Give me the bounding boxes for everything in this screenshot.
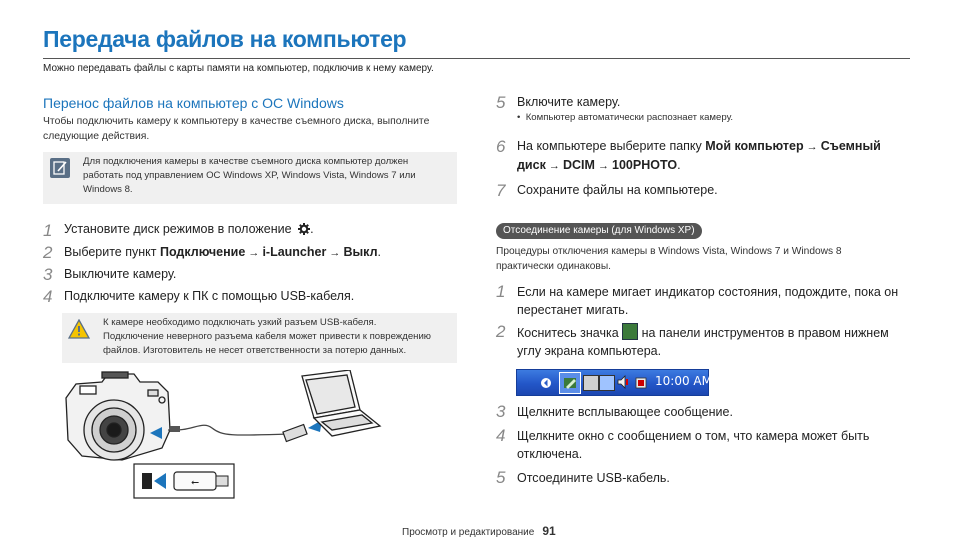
svg-text:⭠: ⭠: [191, 477, 199, 488]
step-item: [496, 283, 916, 319]
step-number: 1: [496, 282, 506, 301]
step-line: Если на камере мигает индикатор состояния, подождите, пока он: [517, 285, 899, 299]
warning-line: файлов. Изготовитель не несет ответственности за потерю данных.: [103, 345, 407, 356]
footer-label: Просмотр и редактирование: [402, 527, 535, 538]
note-line: работать под управлением ОС Windows XP, Windows Vista, Windows 7 или: [83, 170, 416, 181]
safely-remove-tray-icon[interactable]: [559, 372, 581, 394]
step-text: [64, 220, 314, 240]
right-steps-top: [496, 92, 916, 200]
step-text: Щелкните всплывающее сообщение.: [517, 405, 733, 419]
step-number: 2: [43, 242, 53, 262]
paragraph-line: следующие действия.: [43, 131, 150, 142]
warning-line: Подключение неверного разъема кабеля может привести к повреждению: [103, 331, 432, 342]
bullet-dot: •: [517, 112, 526, 123]
usb-plug-large: [283, 425, 307, 442]
step-item: [496, 403, 916, 421]
step-text: [517, 283, 898, 319]
step-text: [517, 427, 869, 463]
step-tail: .: [677, 158, 681, 172]
step-item: [496, 323, 916, 360]
arrow-icon: →: [803, 141, 821, 153]
step-item: [496, 427, 916, 463]
step-item: [43, 219, 463, 241]
step-label: Коснитесь значка: [517, 326, 619, 340]
chevron-left-icon: [541, 376, 551, 388]
warning-text: [103, 316, 431, 358]
step-item: [496, 469, 916, 487]
step-text: [517, 323, 889, 360]
page-number: 91: [542, 524, 556, 538]
arrow-icon: →: [545, 160, 563, 172]
warning-line: К камере необходимо подключать узкий разъем USB-кабеля.: [103, 317, 377, 328]
step-text: Отсоедините USB-кабель.: [517, 471, 670, 485]
section-paragraph: [43, 114, 429, 144]
step-item: [43, 241, 463, 263]
network-icon[interactable]: [583, 375, 599, 391]
step-number: 5: [496, 468, 506, 487]
step-tail: .: [377, 244, 382, 259]
step-item: [496, 92, 916, 112]
gear-icon: [298, 222, 310, 240]
menu-path-item: i-Launcher: [262, 244, 327, 259]
step-text: Включите камеру.: [517, 95, 621, 109]
camera-icon: [66, 372, 170, 460]
connection-illustration: [62, 370, 402, 502]
right-steps-bottom: [496, 283, 916, 360]
warning-icon: [68, 319, 90, 344]
note-text: [83, 155, 416, 197]
windows-taskbar: [516, 369, 712, 396]
step-number: 4: [496, 426, 506, 445]
menu-path-item: Мой компьютер: [705, 139, 804, 153]
step-number: 4: [43, 286, 53, 306]
step-text: Подключите камеру к ПК с помощью USB-кабеля.: [64, 289, 355, 303]
usb-cable: [168, 425, 288, 435]
paragraph-line: Чтобы подключить камеру к компьютеру в качестве съемного диска, выполните: [43, 116, 430, 127]
arrow-icon: →: [245, 246, 263, 259]
menu-path-item: Выкл: [343, 244, 378, 259]
step-text: [517, 137, 881, 175]
note-line: Для подключения камеры в качестве съемного диска компьютер должен: [83, 156, 409, 167]
section-paragraph: [496, 244, 842, 274]
arrow-icon: →: [594, 160, 613, 172]
tray-app-icon[interactable]: [635, 376, 647, 388]
step-label: На компьютере выберите папку: [517, 139, 706, 153]
step-line: перестанет мигать.: [517, 303, 629, 317]
step-label: на панели инструментов в правом нижнем: [641, 326, 889, 340]
step-text: Сохраните файлы на компьютере.: [517, 183, 718, 197]
menu-path-item: Съемный: [820, 139, 881, 153]
menu-path-item: Подключение: [159, 244, 246, 259]
note-box: [43, 152, 457, 204]
intro-text: Можно передавать файлы с карты памяти на компьютер, подключив к нему камеру.: [43, 63, 434, 74]
page-title: Передача файлов на компьютер: [43, 26, 407, 52]
step-number: 1: [43, 220, 53, 240]
speaker-icon[interactable]: [617, 375, 629, 389]
step-number: 3: [496, 402, 506, 421]
left-steps: [43, 219, 463, 307]
paragraph-line: практически одинаковы.: [496, 261, 611, 272]
footer: [402, 524, 556, 538]
menu-path-item: DCIM: [562, 158, 595, 172]
step-item: [496, 180, 916, 200]
step-number: 3: [43, 264, 53, 284]
step-line: углу экрана компьютера.: [517, 344, 662, 358]
title-divider: [43, 58, 910, 59]
step-line: Щелкните окно с сообщением о том, что камера может быть: [517, 429, 870, 443]
menu-path-item: 100PHOTO: [612, 158, 678, 172]
right-steps-bottom-2: [496, 403, 916, 487]
warning-box: [62, 313, 457, 363]
section-pill: Отсоединение камеры (для Windows XP): [496, 223, 702, 239]
step-label: Установите диск режимов в положение: [64, 222, 292, 236]
note-icon: [50, 158, 70, 178]
step-item: [43, 263, 463, 285]
step-number: 5: [496, 92, 506, 112]
bullet-item: [517, 112, 916, 130]
step-number: 7: [496, 180, 506, 200]
step-text: [64, 243, 381, 262]
step-label: Выберите пункт: [64, 244, 160, 259]
arrow-icon: →: [326, 246, 344, 259]
clock-time: 10:00 AM: [655, 374, 712, 388]
step-item: [496, 137, 916, 175]
step-number: 2: [496, 322, 506, 341]
step-number: 6: [496, 137, 506, 156]
step-tail: .: [310, 222, 314, 236]
bullet-text: Компьютер автоматически распознает камеру.: [525, 112, 734, 123]
step-line: [517, 323, 889, 342]
note-line: Windows 8.: [83, 184, 133, 195]
monitor-icon[interactable]: [599, 375, 615, 391]
camera-laptop-diagram: [62, 370, 402, 502]
step-line: отключена.: [517, 447, 583, 461]
step-item: [43, 285, 463, 307]
usb-plug-small: [170, 426, 180, 432]
menu-path-item: диск: [517, 158, 546, 172]
section-heading: Перенос файлов на компьютер с ОС Windows: [43, 95, 344, 111]
paragraph-line: Процедуры отключения камеры в Windows Vista, Windows 7 и Windows 8: [496, 246, 842, 257]
step-text: Выключите камеру.: [64, 267, 177, 281]
safely-remove-icon: [622, 323, 638, 340]
